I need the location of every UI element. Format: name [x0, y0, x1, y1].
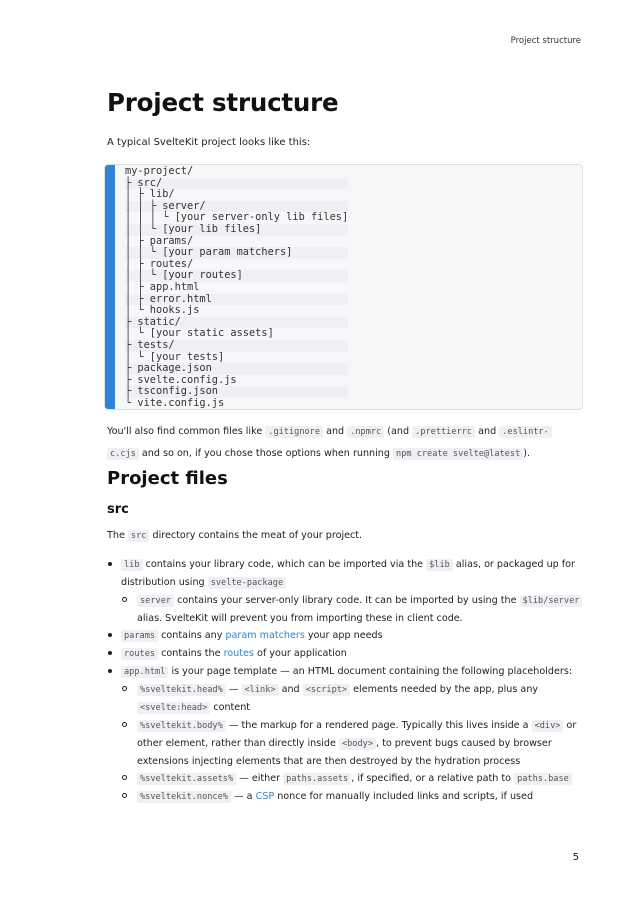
inline-code: .npmrc	[347, 426, 384, 438]
inline-code: %sveltekit.head%	[137, 684, 226, 696]
tree-line: └ vite.config.js	[125, 396, 225, 409]
list-item-assets-placeholder: %sveltekit.assets% — either paths.assets , if specified, or a relative path to paths.base	[121, 770, 587, 788]
code-block-accent-bar	[105, 165, 115, 409]
page-title: Project structure	[107, 88, 339, 117]
inline-code: %sveltekit.nonce%	[137, 791, 231, 803]
list-item-head-placeholder: %sveltekit.head% — <link> and <script> elements needed by the app, plus any <svelte:head> content	[121, 681, 587, 717]
project-tree-code-block	[104, 164, 583, 410]
src-intro-text: The src directory contains the meat of your project.	[107, 530, 363, 541]
inline-code: %sveltekit.assets%	[137, 773, 236, 785]
routes-link[interactable]: routes	[223, 648, 254, 659]
inline-code: app.html	[121, 666, 168, 678]
inline-code: $lib	[426, 559, 453, 571]
csp-link[interactable]: CSP	[255, 791, 275, 802]
inline-code: %sveltekit.body%	[137, 720, 226, 732]
tree-line: ├ tests/	[125, 340, 348, 352]
tree-line: │ ├ params/	[125, 234, 194, 247]
inline-code: c.cjs	[107, 448, 139, 460]
src-contents-list	[107, 556, 587, 806]
page-number: 5	[572, 852, 579, 863]
inline-code: <svelte:head>	[137, 702, 210, 714]
project-tree	[125, 166, 348, 409]
tree-line: │ ├ error.html	[125, 294, 348, 306]
inline-code: <div>	[532, 720, 564, 732]
inline-code: .eslintr-	[499, 426, 552, 438]
tree-line: │ │ └ [your param matchers]	[125, 247, 348, 259]
tree-line: ├ static/	[125, 317, 348, 329]
list-item-params: params contains any param matchers your app needs	[107, 627, 587, 645]
list-item-body-placeholder: %sveltekit.body% — the markup for a rendered page. Typically this lives inside a <div> or other element, rather than directly inside <body> , to prevent bugs caused by browser extensions injecting elements that are then destroyed by the hydration process	[121, 717, 587, 770]
tree-line: │ ├ lib/	[125, 188, 175, 201]
running-header: Project structure	[510, 36, 581, 46]
common-files-paragraph: You'll also find common files like .gitignore and .npmrc (and .prettierrc and .eslintr- c.cjs and so on, if you chose those options when running npm create svelte@latest ).	[107, 421, 587, 465]
list-item-app-html: app.html is your page template — an HTML document containing the following placeholders: %sveltekit.head% — <link> and <script> elements needed by the app, plus any <svelte:head> content %sveltekit.body% — the markup for a rendered page. Typically this lives inside a <div> or other element, rather than directly inside <body> , to prevent bugs caused by browser extensions injecting elements that are then destroyed by the hydration process %sveltekit.assets% — either paths.assets , if specified, or a relative path to paths.base %sveltekit.nonce% — a CSP nonce for manually included links and scripts, if used	[107, 663, 587, 806]
tree-line: │ └ [your static assets]	[125, 327, 274, 340]
tree-line: ├ package.json	[125, 363, 348, 375]
intro-text: A typical SvelteKit project looks like this:	[107, 137, 311, 148]
tree-line: ├ svelte.config.js	[125, 373, 237, 386]
inline-code: <link>	[242, 684, 279, 696]
inline-code: $lib/server	[520, 595, 583, 607]
tree-line: │ │ │ └ [your server-only lib files]	[125, 211, 349, 224]
tree-line: │ │ ├ server/	[125, 201, 348, 213]
inline-code: svelte-package	[208, 577, 286, 589]
param-matchers-link[interactable]: param matchers	[225, 630, 305, 641]
tree-line: │ │ └ [your lib files]	[125, 224, 348, 236]
tree-line: │ ├ app.html	[125, 280, 200, 293]
inline-code: server	[137, 595, 174, 607]
list-item-server: server contains your server-only library code. It can be imported by using the $lib/server alias. SvelteKit will prevent you from importing these in client code.	[121, 592, 587, 627]
inline-code: <script>	[303, 684, 350, 696]
inline-code: paths.base	[514, 773, 572, 785]
tree-line: │ ├ routes/	[125, 257, 194, 270]
tree-line: │ └ [your tests]	[125, 350, 225, 363]
inline-code: params	[121, 630, 158, 642]
tree-line: my-project/	[125, 165, 194, 177]
tree-line: ├ tsconfig.json	[125, 386, 348, 398]
inline-code: lib	[121, 559, 143, 571]
tree-line: │ └ hooks.js	[125, 304, 200, 317]
tree-line: ├ src/	[125, 178, 348, 190]
list-item-lib: lib contains your library code, which can be imported via the $lib alias, or packaged up for distribution using svelte-package server contains your server-only library code. It can be imported by using the $lib/server alias. SvelteKit will prevent you from importing these in client code.	[107, 556, 587, 627]
project-files-heading: Project files	[107, 468, 228, 489]
list-item-nonce-placeholder: %sveltekit.nonce% — a CSP nonce for manually included links and scripts, if used	[121, 788, 587, 806]
inline-code: .prettierrc	[412, 426, 475, 438]
tree-line: │ │ └ [your routes]	[125, 270, 348, 282]
inline-code: paths.assets	[283, 773, 351, 785]
src-heading: src	[107, 502, 129, 517]
inline-code: routes	[121, 648, 158, 660]
inline-code: <body>	[339, 738, 376, 750]
inline-code: .gitignore	[265, 426, 323, 438]
inline-code: src	[128, 530, 150, 542]
list-item-routes: routes contains the routes of your application	[107, 645, 587, 663]
inline-code: npm create svelte@latest	[393, 448, 523, 460]
